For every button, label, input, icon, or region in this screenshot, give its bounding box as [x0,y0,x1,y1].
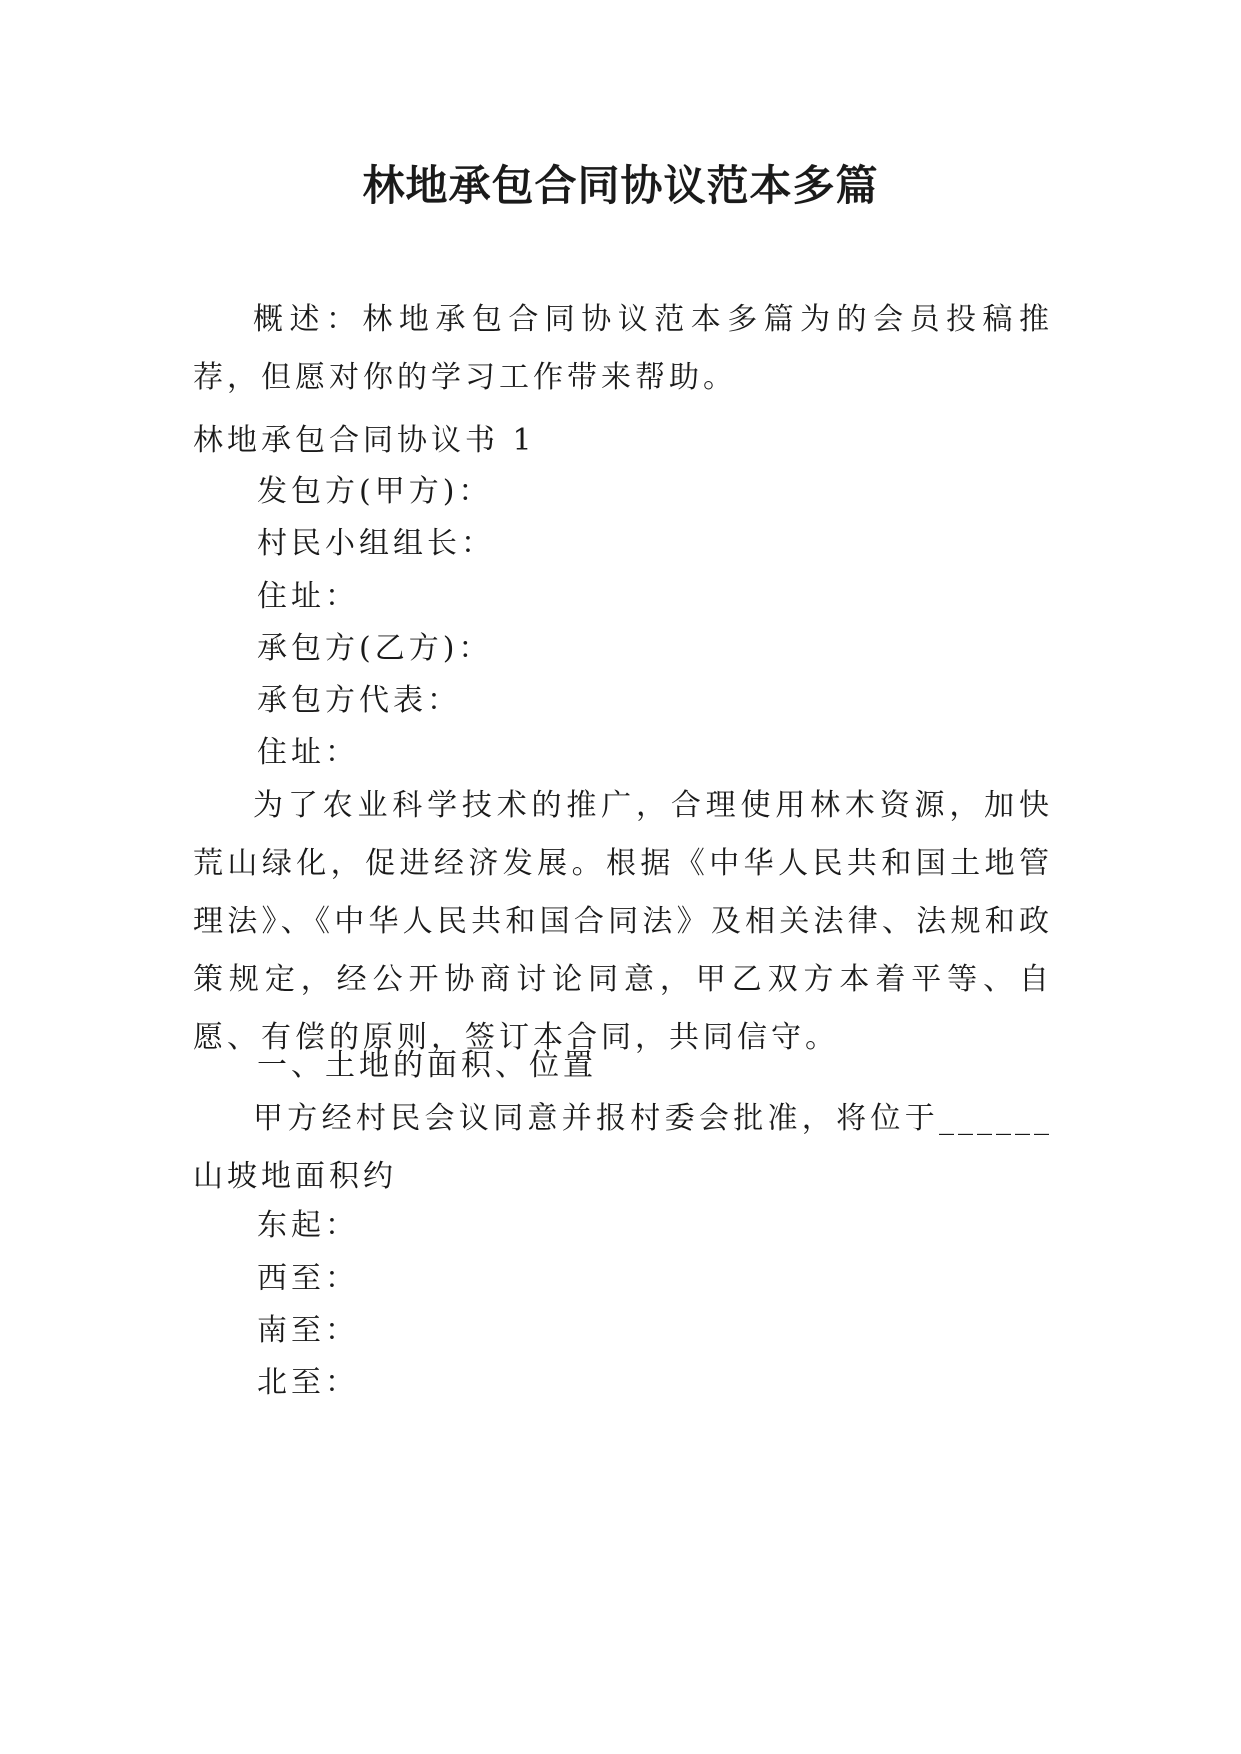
party-b-address-label: 住址： [257,735,359,770]
section-heading: 林地承包合同协议书 1 [193,423,536,458]
summary-paragraph: 概述：林地承包合同协议范本多篇为的会员投稿推荐，但愿对你的学习工作带来帮助。 [193,302,1053,395]
boundary-north: 北至： [257,1365,359,1400]
party-b-representative-label: 承包方代表： [257,683,461,718]
group-leader-label: 村民小组组长： [257,526,495,561]
document-title: 林地承包合同协议范本多篇 [362,161,879,210]
party-a-label: 发包方(甲方)： [257,474,493,509]
clause-1-heading: 一、土地的面积、位置 [257,1048,597,1083]
party-b-label: 承包方(乙方)： [257,631,493,666]
clause-1-paragraph: 甲方经村民会议同意并报村委会批准，将位于______山坡地面积约 [193,1101,1053,1194]
party-a-address-label: 住址： [257,579,359,614]
boundary-east: 东起： [257,1208,359,1243]
boundary-west: 西至： [257,1261,359,1296]
preamble-paragraph: 为了农业科学技术的推广，合理使用林木资源，加快荒山绿化，促进经济发展。根据《中华人民共和国土地管理法》、《中华人民共和国合同法》及相关法律、法规和政策规定，经公开协商讨论同意，甲乙双方本着平等、自愿、有偿的原则，签订本合同，共同信守。 [193,788,1053,1055]
boundary-south: 南至： [257,1313,359,1348]
